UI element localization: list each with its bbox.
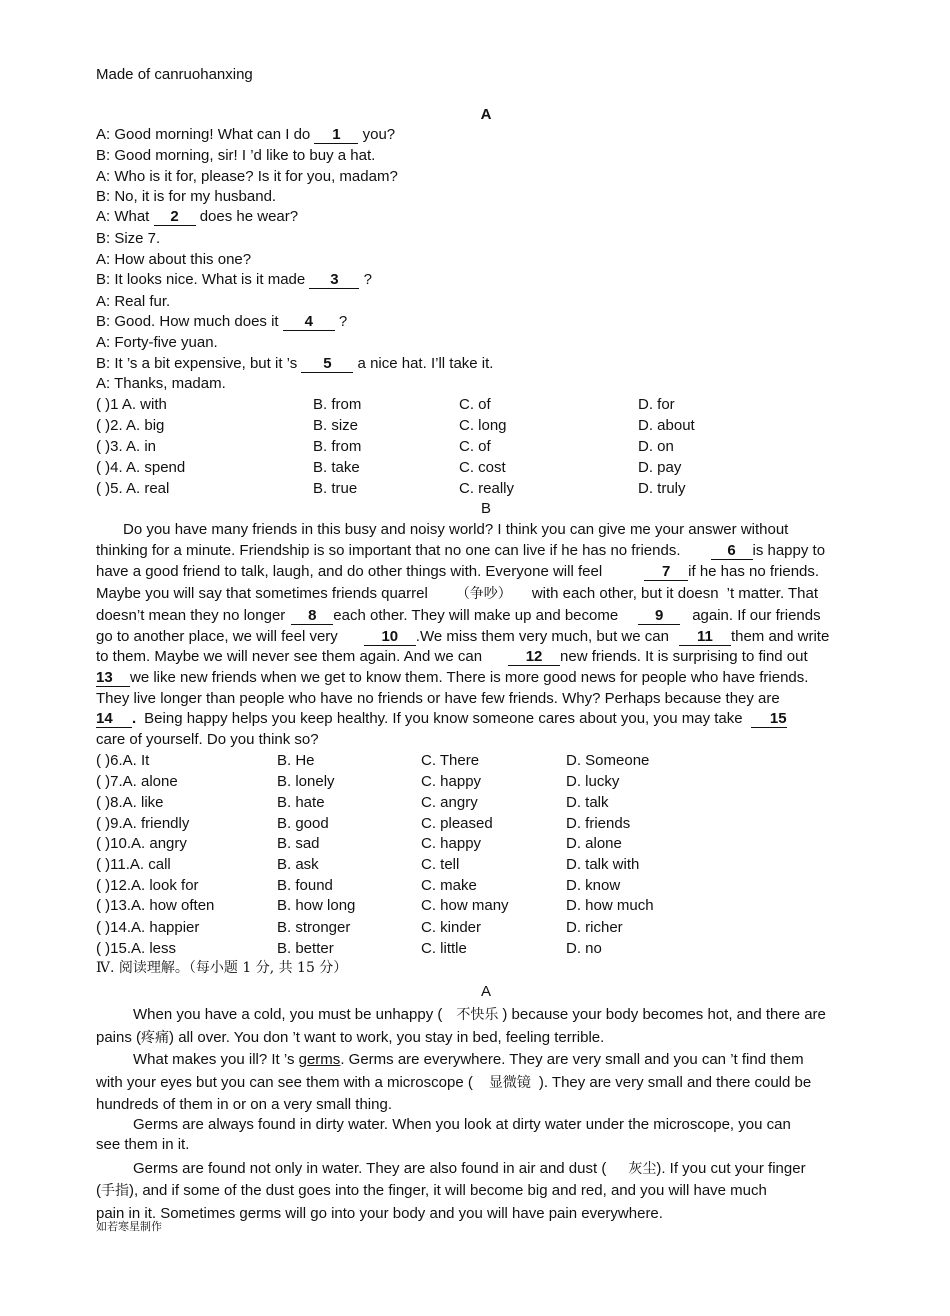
option-d: D. on (638, 438, 674, 455)
option-q: ( )11.A. call (96, 856, 171, 873)
option-b: B. hate (277, 794, 325, 811)
dialogue-line: B: Size 7. (96, 230, 161, 247)
option-c: C. There (421, 752, 480, 769)
option-b: B. sad (277, 835, 320, 852)
option-c: C. pleased (421, 815, 493, 832)
passage-b-line: Maybe you will say that sometimes friends quarrel （争吵） with each other, but it doesn ’t matter. That (96, 585, 819, 602)
option-b: B. better (277, 940, 334, 957)
passage-b-line: 13 we like new friends when we get to know them. There is more good news for people who have friends. (96, 669, 809, 686)
option-d: D. how much (566, 897, 654, 914)
option-b: B. He (277, 752, 315, 769)
dialogue-line: A: Good morning! What can I do 1 you? (96, 126, 396, 143)
dialogue-line: A: Real fur. (96, 293, 171, 310)
reading-line: with your eyes but you can see them with a microscope ( 显微镜 ). They are very small and there could be (96, 1074, 812, 1091)
passage-b-line: thinking for a minute. Friendship is so important that no one can live if he has no friends. 6 is happy to (96, 542, 826, 559)
option-b: B. found (277, 877, 333, 894)
option-c: C. tell (421, 856, 460, 873)
dialogue-line: B: No, it is for my husband. (96, 188, 277, 205)
blank-15: 15 (751, 710, 787, 728)
option-c: C. how many (421, 897, 509, 914)
passage-b-line: care of yourself. Do you think so? (96, 731, 319, 748)
dialogue-line: A: Forty-five yuan. (96, 334, 218, 351)
option-q: ( )2. A. big (96, 417, 165, 434)
blank-11: 11 (679, 628, 731, 646)
option-q: ( )14.A. happier (96, 919, 200, 936)
option-b: B. ask (277, 856, 319, 873)
option-q: ( )3. A. in (96, 438, 157, 455)
option-q: ( )7.A. alone (96, 773, 178, 790)
option-d: D. talk (566, 794, 609, 811)
blank-7: 7 (644, 563, 688, 581)
option-b: B. from (313, 396, 362, 413)
reading-line: Germs are found not only in water. They are also found in air and dust ( 灰尘). If you cut your finger (133, 1160, 806, 1177)
blank-9: 9 (638, 607, 680, 625)
blank-10: 10 (364, 628, 416, 646)
section-iv-title: Ⅳ. 阅读理解。（每小题 1 分, 共 15 分） (96, 960, 348, 976)
option-d: D. talk with (566, 856, 640, 873)
option-c: C. really (459, 480, 515, 497)
dialogue-line: B: Good. How much does it 4 ? (96, 313, 348, 330)
passage-b-line: doesn’t mean they no longer 8 each other. They will make up and become 9 again. If our friends (96, 607, 821, 624)
option-q: ( )15.A. less (96, 940, 177, 957)
passage-b-line: Do you have many friends in this busy and noisy world? I think you can give me your answer without (123, 521, 789, 538)
blank-12: 12 (508, 648, 560, 666)
option-q: ( )5. A. real (96, 480, 170, 497)
option-d: D. richer (566, 919, 623, 936)
dialogue-line: B: Good morning, sir! I ’d like to buy a hat. (96, 147, 376, 164)
blank-5: 5 (301, 355, 353, 373)
option-b: B. how long (277, 897, 356, 914)
option-d: D. friends (566, 815, 631, 832)
option-c: C. happy (421, 835, 482, 852)
option-b: B. take (313, 459, 360, 476)
option-d: D. Someone (566, 752, 650, 769)
passage-b-line: go to another place, we will feel very 10 .We miss them very much, but we can 11 them and write (96, 628, 830, 645)
reading-line: (手指), and if some of the dust goes into the finger, it will become big and red, and you will have much (96, 1182, 767, 1199)
option-b: B. good (277, 815, 329, 832)
option-c: C. kinder (421, 919, 482, 936)
blank-3: 3 (309, 271, 359, 289)
option-c: C. of (459, 396, 491, 413)
dialogue-line: A: What 2 does he wear? (96, 208, 299, 225)
dialogue-line: B: It ’s a bit expensive, but it ’s 5 a nice hat. I’ll take it. (96, 355, 494, 372)
dialogue-line: A: Thanks, madam. (96, 375, 226, 392)
option-q: ( )4. A. spend (96, 459, 186, 476)
option-c: C. happy (421, 773, 482, 790)
passage-b-line: They live longer than people who have no friends or have few friends. Why? Perhaps because they are (96, 690, 780, 707)
section-a-heading: A (480, 106, 492, 123)
header-text: Made of canruohanxing (96, 66, 253, 83)
reading-line: see them in it. (96, 1136, 190, 1153)
dialogue-line: B: It looks nice. What is it made 3 ? (96, 271, 372, 288)
reading-line: Germs are always found in dirty water. When you look at dirty water under the microscope, you can (133, 1116, 791, 1133)
passage-b-line: to them. Maybe we will never see them again. And we can 12 new friends. It is surprising to find out (96, 648, 808, 665)
passage-b-line: have a good friend to talk, laugh, and do other things with. Everyone will feel 7 if he has no friends. (96, 563, 820, 580)
blank-6: 6 (711, 542, 753, 560)
germs-word: germs (298, 1051, 341, 1068)
section-iv-heading: A (480, 983, 491, 1000)
option-d: D. about (638, 417, 695, 434)
option-d: D. for (638, 396, 675, 413)
option-b: B. lonely (277, 773, 335, 790)
option-b: B. true (313, 480, 358, 497)
option-q: ( )13.A. how often (96, 897, 215, 914)
option-c: C. little (421, 940, 467, 957)
option-b: B. from (313, 438, 362, 455)
option-d: D. lucky (566, 773, 620, 790)
option-d: D. no (566, 940, 602, 957)
option-b: B. size (313, 417, 359, 434)
option-d: D. truly (638, 480, 686, 497)
option-q: ( )8.A. like (96, 794, 164, 811)
reading-line: pain in it. Sometimes germs will go into your body and you will have pain everywhere. (96, 1205, 663, 1222)
option-q: ( )10.A. angry (96, 835, 187, 852)
option-q: ( )12.A. look for (96, 877, 199, 894)
option-c: C. cost (459, 459, 506, 476)
reading-line: What makes you ill? It ’s germs. Germs are everywhere. They are very small and you can ’t find them (133, 1051, 804, 1068)
blank-13: 13 (96, 669, 130, 687)
option-c: C. make (421, 877, 477, 894)
option-d: D. alone (566, 835, 622, 852)
option-q: ( )9.A. friendly (96, 815, 190, 832)
reading-line: pains (疼痛) all over. You don ’t want to work, you stay in bed, feeling terrible. (96, 1029, 605, 1046)
reading-line: When you have a cold, you must be unhappy ( 不快乐 ) because your body becomes hot, and there are (133, 1006, 826, 1023)
blank-2: 2 (154, 208, 196, 226)
option-d: D. know (566, 877, 621, 894)
option-b: B. stronger (277, 919, 351, 936)
option-c: C. angry (421, 794, 478, 811)
option-q: ( )6.A. It (96, 752, 150, 769)
blank-14: 14 (96, 710, 132, 728)
option-c: C. long (459, 417, 507, 434)
blank-1: 1 (314, 126, 358, 144)
footer-text: 如若寒星制作 (96, 1220, 162, 1233)
passage-b-line: 14 . Being happy helps you keep healthy. If you know someone cares about you, you may take 15 (96, 710, 787, 727)
option-c: C. of (459, 438, 491, 455)
blank-8: 8 (291, 607, 333, 625)
dialogue-line: A: How about this one? (96, 251, 252, 268)
reading-line: hundreds of them in or on a very small thing. (96, 1096, 392, 1113)
option-q: ( )1 A. with (96, 396, 167, 413)
dialogue-line: A: Who is it for, please? Is it for you, madam? (96, 168, 398, 185)
section-b-heading: B (480, 500, 491, 517)
blank-4: 4 (283, 313, 335, 331)
option-d: D. pay (638, 459, 682, 476)
